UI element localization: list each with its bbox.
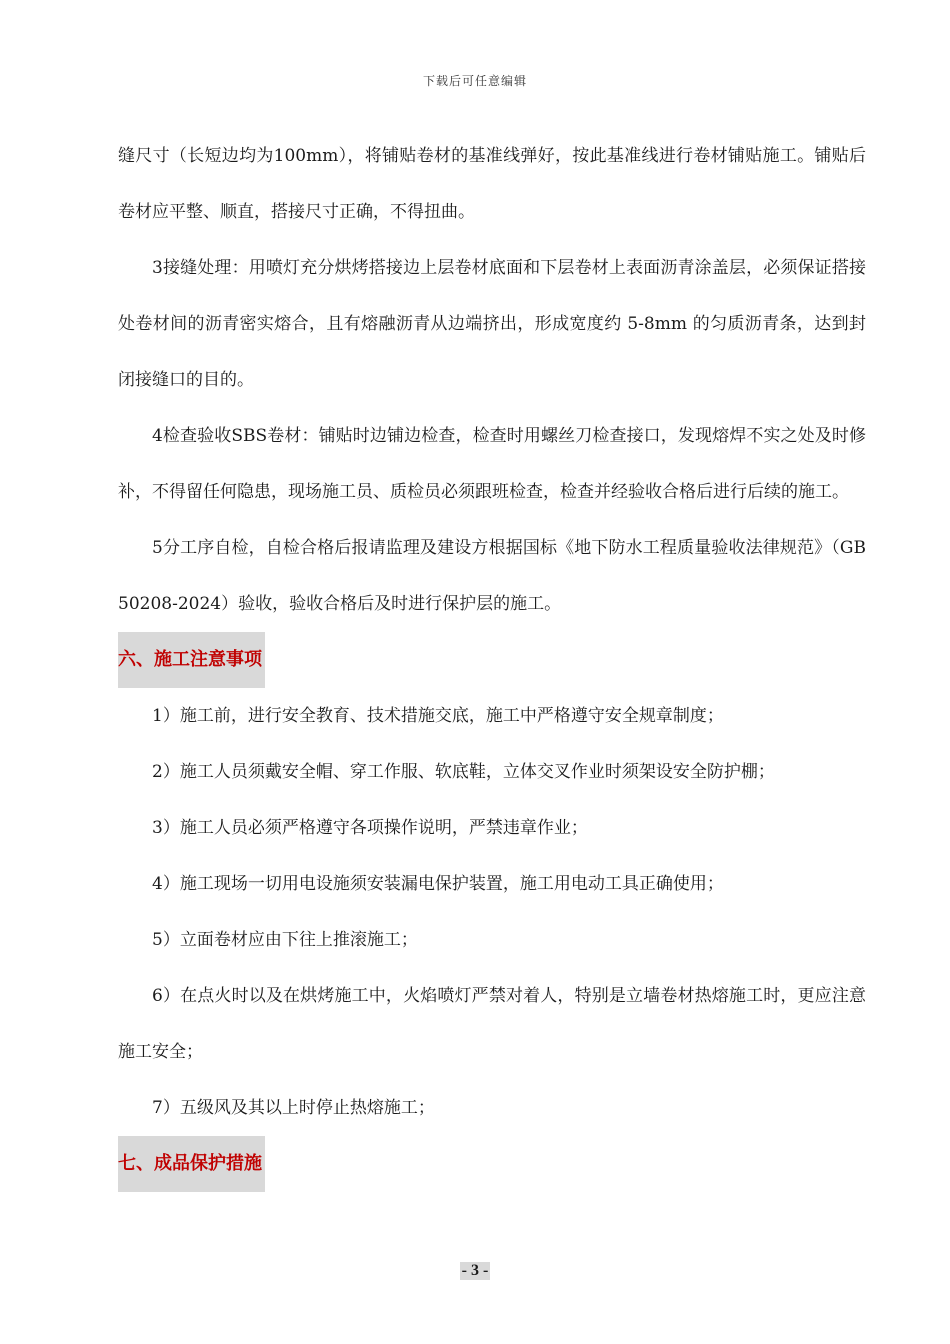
list-item: 2）施工人员须戴安全帽、穿工作服、软底鞋，立体交叉作业时须架设安全防护棚；	[152, 762, 775, 782]
page-footer	[0, 1262, 950, 1280]
paragraph-self-check: 5分工序自检，自检合格后报请监理及建设方根据国标《地下防水工程质量验收法律规范》（GB 50208-2024）验收，验收合格后及时进行保护层的施工。	[118, 538, 866, 614]
paragraph-seam-size: 缝尺寸（长短边均为100mm），将铺贴卷材的基准线弹好，按此基准线进行卷材铺贴施工。铺贴后卷材应平整、顺直，搭接尺寸正确，不得扭曲。	[118, 146, 866, 222]
section-6-heading: 六、施工注意事项	[118, 632, 265, 688]
document-body	[118, 128, 866, 1192]
section-7-heading: 七、成品保护措施	[118, 1136, 265, 1192]
page-header: 下载后可任意编辑	[422, 74, 527, 88]
paragraph-inspection: 4检查验收SBS卷材：铺贴时边铺边检查，检查时用螺丝刀检查接口，发现熔焊不实之处及时修补，不得留任何隐患，现场施工员、质检员必须跟班检查，检查并经验收合格后进行后续的施工。	[118, 426, 866, 502]
list-item: 6）在点火时以及在烘烤施工中，火焰喷灯严禁对着人，特别是立墙卷材热熔施工时，更应注意施工安全；	[118, 986, 866, 1062]
list-item: 7）五级风及其以上时停止热熔施工；	[152, 1098, 435, 1118]
list-item: 1）施工前，进行安全教育、技术措施交底，施工中严格遵守安全规章制度；	[152, 706, 724, 726]
section-6-heading-block	[118, 632, 866, 688]
page-number: - 3 -	[461, 1262, 489, 1279]
section-7-heading-block	[118, 1136, 866, 1192]
list-item: 3）施工人员必须严格遵守各项操作说明，严禁违章作业；	[152, 818, 588, 838]
list-item: 5）立面卷材应由下往上推滚施工；	[152, 930, 418, 950]
paragraph-seam-treatment: 3接缝处理：用喷灯充分烘烤搭接边上层卷材底面和下层卷材上表面沥青涂盖层，必须保证搭接处卷材间的沥青密实熔合，且有熔融沥青从边端挤出，形成宽度约 5-8mm 的匀质沥青条，达到封闭接缝口的目的。	[118, 258, 866, 390]
list-item: 4）施工现场一切用电设施须安装漏电保护装置，施工用电动工具正确使用；	[152, 874, 724, 894]
